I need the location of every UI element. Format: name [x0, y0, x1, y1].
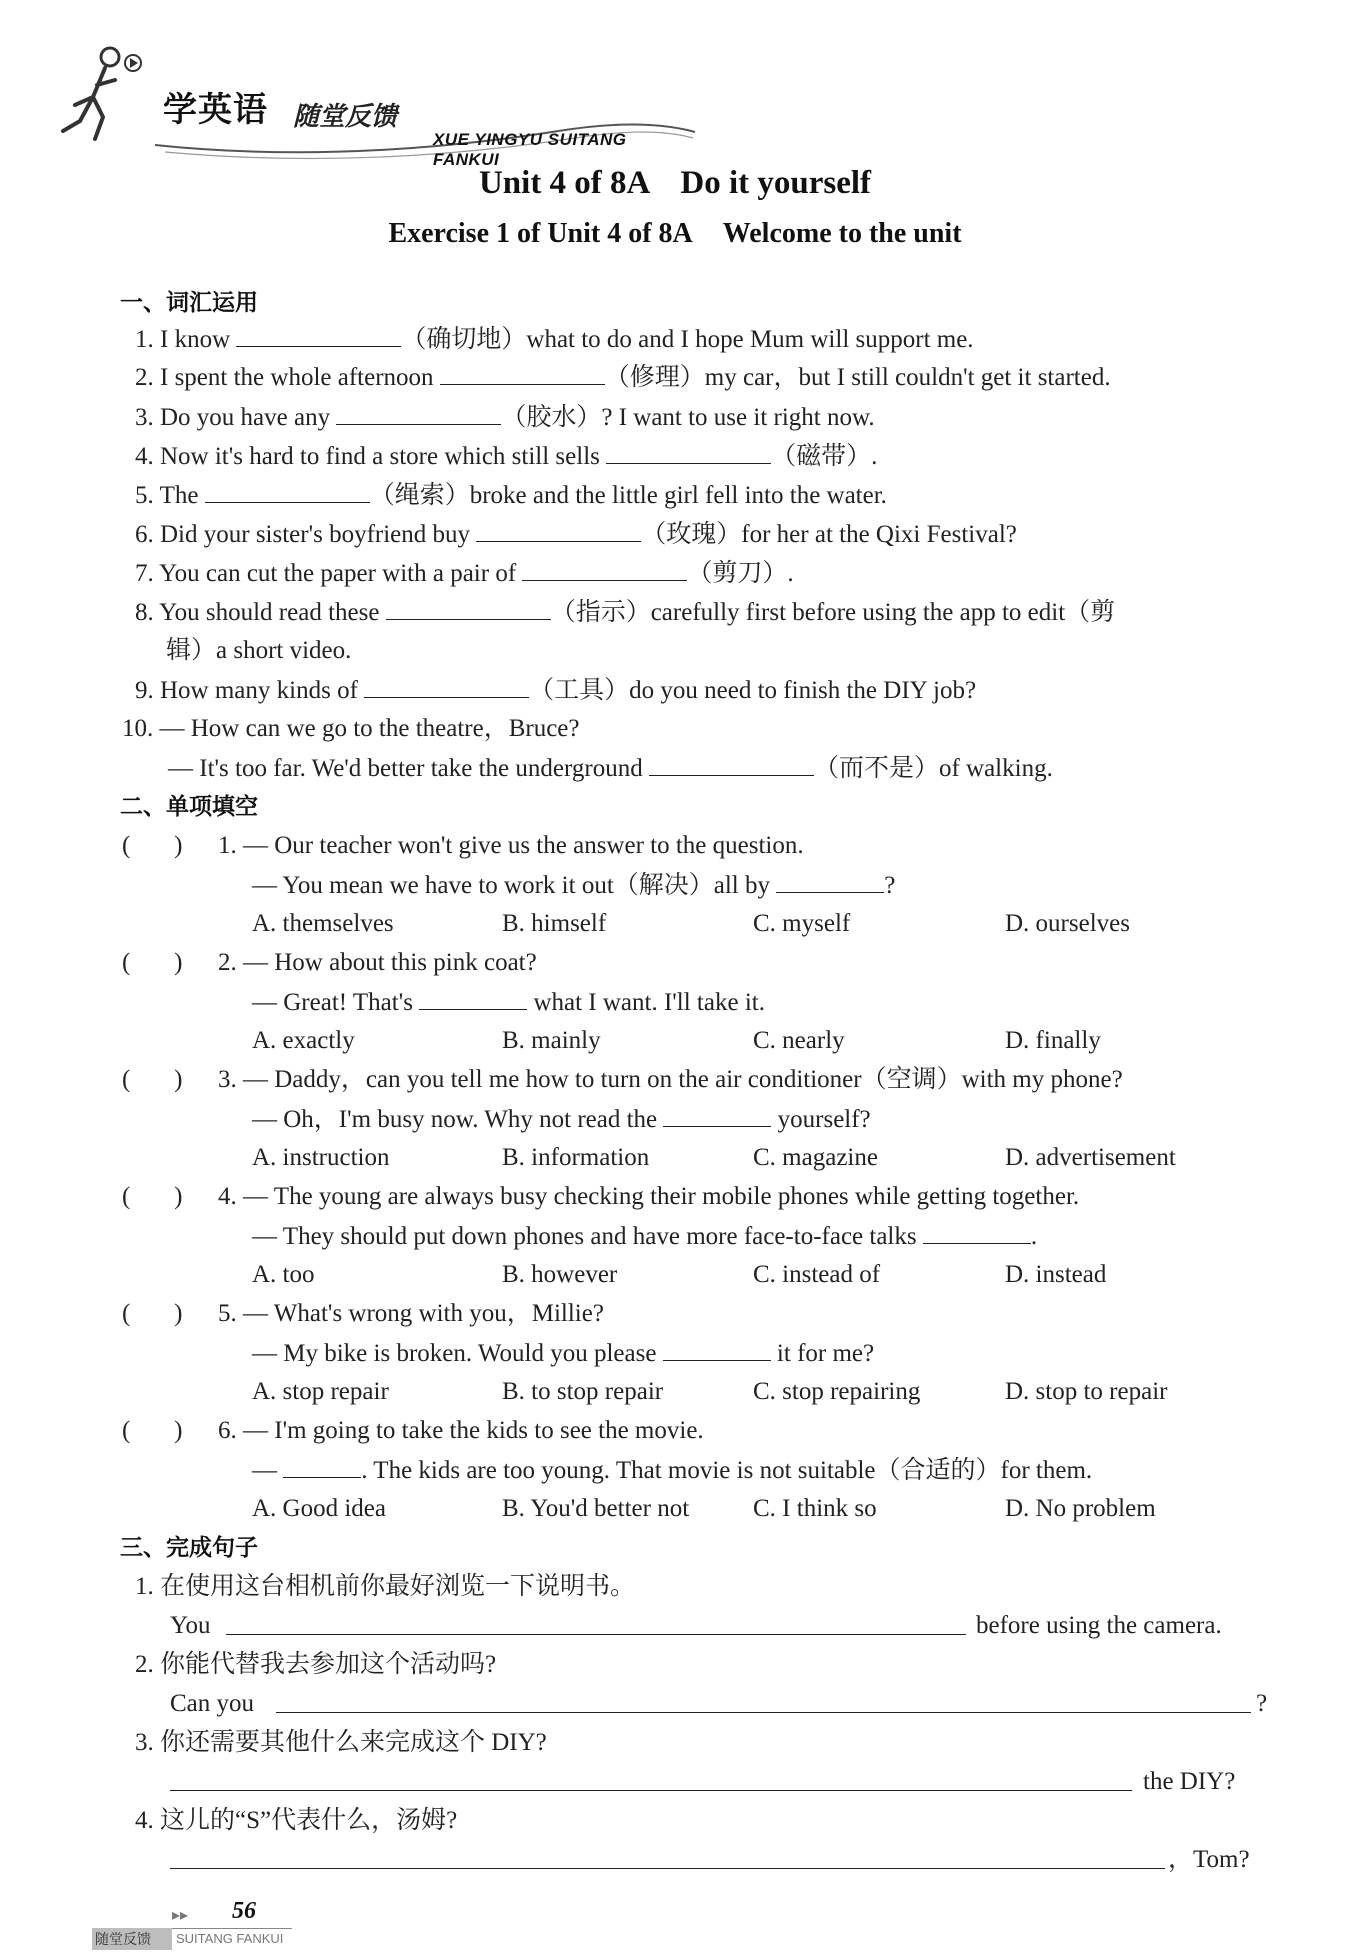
option-c[interactable]: C. magazine	[753, 1144, 878, 1171]
answer-blank[interactable]	[205, 480, 370, 503]
translation-lead: Can you	[170, 1690, 255, 1717]
answer-blank[interactable]	[386, 597, 551, 620]
translation-tail: before using the camera.	[976, 1612, 1222, 1639]
answer-line[interactable]	[170, 1868, 1165, 1869]
exercise-topic: Welcome to the unit	[722, 218, 962, 249]
answer-parentheses[interactable]: ( )	[122, 1183, 183, 1210]
vocab-item: 9. How many kinds of （工具）do you need to finish the DIY job?	[135, 677, 977, 704]
vocab-item: 1. I know （确切地）what to do and I hope Mum will support me.	[135, 326, 974, 353]
answer-blank[interactable]	[236, 324, 401, 347]
option-c[interactable]: C. nearly	[753, 1027, 845, 1054]
option-c[interactable]: C. stop repairing	[753, 1378, 921, 1405]
answer-line[interactable]	[276, 1712, 1251, 1713]
mcq-question-line2: — Great! That's what I want. I'll take it.	[252, 989, 765, 1016]
option-d[interactable]: D. ourselves	[1005, 910, 1130, 937]
option-a[interactable]: A. Good idea	[252, 1495, 386, 1522]
vocab-item: 4. Now it's hard to find a store which still sells （磁带）.	[135, 443, 878, 470]
mcq-question-line2: — My bike is broken. Would you please it for me?	[252, 1340, 875, 1367]
runner-logo-icon	[55, 35, 145, 145]
mcq-question-line2: — Oh，I'm busy now. Why not read the yourself?	[252, 1106, 871, 1133]
option-a[interactable]: A. stop repair	[252, 1378, 389, 1405]
translation-tail: the DIY?	[1143, 1768, 1236, 1795]
option-b[interactable]: B. mainly	[502, 1027, 601, 1054]
exercise-label: Exercise 1 of Unit 4 of 8A	[388, 218, 693, 249]
option-b[interactable]: B. information	[502, 1144, 650, 1171]
option-b[interactable]: B. however	[502, 1261, 618, 1288]
option-a[interactable]: A. exactly	[252, 1027, 355, 1054]
section-3-heading: 三、完成句子	[120, 1535, 258, 1561]
answer-parentheses[interactable]: ( )	[122, 832, 183, 859]
mcq-question-line2: — You mean we have to work it out（解决）all by ?	[252, 872, 896, 899]
section-1-heading: 一、词汇运用	[120, 290, 258, 316]
double-arrow-icon: ▸▸	[172, 1907, 189, 1924]
vocab-item-continuation: 辑）a short video.	[166, 637, 352, 664]
answer-parentheses[interactable]: ( )	[122, 1417, 183, 1444]
vocab-item: 10. — How can we go to the theatre，Bruce?	[122, 715, 580, 742]
footer-label-chinese: 随堂反馈	[95, 1932, 151, 1948]
answer-blank[interactable]	[283, 1455, 361, 1478]
answer-blank[interactable]	[419, 987, 527, 1010]
answer-blank[interactable]	[923, 1221, 1031, 1244]
option-b[interactable]: B. You'd better not	[502, 1495, 690, 1522]
mcq-question-line2: — They should put down phones and have more face-to-face talks .	[252, 1223, 1038, 1250]
option-c[interactable]: C. I think so	[753, 1495, 877, 1522]
brand-chinese-title: 学英语	[163, 90, 268, 130]
answer-blank[interactable]	[364, 675, 529, 698]
translation-lead: You	[170, 1612, 211, 1639]
answer-parentheses[interactable]: ( )	[122, 1300, 183, 1327]
answer-blank[interactable]	[440, 362, 605, 385]
option-b[interactable]: B. himself	[502, 910, 607, 937]
translation-prompt: 2. 你能代替我去参加这个活动吗?	[135, 1651, 497, 1678]
option-a[interactable]: A. themselves	[252, 910, 394, 937]
option-b[interactable]: B. to stop repair	[502, 1378, 664, 1405]
vocab-item: 8. You should read these （指示）carefully first before using the app to edit（剪	[135, 599, 1116, 626]
mcq-question: 3. — Daddy，can you tell me how to turn on the air conditioner（空调）with my phone?	[218, 1066, 1123, 1093]
unit-title	[0, 165, 1350, 202]
mcq-question: 6. — I'm going to take the kids to see the movie.	[218, 1417, 704, 1444]
option-a[interactable]: A. too	[252, 1261, 315, 1288]
brand-chinese-subtitle: 随堂反馈	[293, 102, 398, 132]
option-a[interactable]: A. instruction	[252, 1144, 390, 1171]
option-d[interactable]: D. No problem	[1005, 1495, 1156, 1522]
mcq-question: 1. — Our teacher won't give us the answer to the question.	[218, 832, 804, 859]
mcq-question: 2. — How about this pink coat?	[218, 949, 537, 976]
answer-blank[interactable]	[476, 519, 641, 542]
page-number: 56	[232, 1898, 256, 1924]
translation-prompt: 1. 在使用这台相机前你最好浏览一下说明书。	[135, 1573, 636, 1600]
vocab-item: 3. Do you have any （胶水）? I want to use it right now.	[135, 404, 875, 431]
exercise-title	[0, 218, 1350, 250]
answer-parentheses[interactable]: ( )	[122, 949, 183, 976]
vocab-item: 7. You can cut the paper with a pair of （剪刀）.	[135, 560, 794, 587]
option-d[interactable]: D. finally	[1005, 1027, 1101, 1054]
answer-parentheses[interactable]: ( )	[122, 1066, 183, 1093]
option-c[interactable]: C. myself	[753, 910, 851, 937]
answer-blank[interactable]	[336, 402, 501, 425]
option-d[interactable]: D. stop to repair	[1005, 1378, 1168, 1405]
mcq-question-line2: — . The kids are too young. That movie is not suitable（合适的）for them.	[252, 1457, 1093, 1484]
unit-topic: Do it yourself	[680, 165, 872, 201]
translation-prompt: 3. 你还需要其他什么来完成这个 DIY?	[135, 1729, 547, 1756]
option-d[interactable]: D. instead	[1005, 1261, 1107, 1288]
answer-blank[interactable]	[606, 441, 771, 464]
footer-label-pinyin: SUITANG FANKUI	[176, 1931, 284, 1946]
answer-blank[interactable]	[522, 558, 687, 581]
page-header	[55, 30, 675, 169]
answer-blank[interactable]	[663, 1104, 771, 1127]
answer-line[interactable]	[170, 1790, 1132, 1791]
mcq-question: 4. — The young are always busy checking their mobile phones while getting together.	[218, 1183, 1080, 1210]
mcq-question: 5. — What's wrong with you，Millie?	[218, 1300, 604, 1327]
vocab-item: 2. I spent the whole afternoon （修理）my car，but I still couldn't get it started.	[135, 364, 1111, 391]
answer-line[interactable]	[226, 1634, 966, 1635]
translation-tail: ?	[1256, 1690, 1268, 1717]
translation-tail: ，Tom?	[1168, 1846, 1250, 1873]
vocab-item-line2: — It's too far. We'd better take the underground （而不是）of walking.	[168, 755, 1053, 782]
option-d[interactable]: D. advertisement	[1005, 1144, 1176, 1171]
vocab-item: 6. Did your sister's boyfriend buy （玫瑰）for her at the Qixi Festival?	[135, 521, 1017, 548]
unit-label: Unit 4 of 8A	[478, 165, 651, 201]
translation-prompt: 4. 这儿的“S”代表什么，汤姆?	[135, 1807, 458, 1834]
brand-pinyin: XUE YINGYU SUITANG FANKUI	[433, 130, 627, 169]
vocab-item: 5. The （绳索）broke and the little girl fell into the water.	[135, 482, 887, 509]
answer-blank[interactable]	[649, 753, 814, 776]
section-2-heading: 二、单项填空	[120, 794, 258, 820]
answer-blank[interactable]	[663, 1338, 771, 1361]
option-c[interactable]: C. instead of	[753, 1261, 881, 1288]
answer-blank[interactable]	[776, 870, 884, 893]
